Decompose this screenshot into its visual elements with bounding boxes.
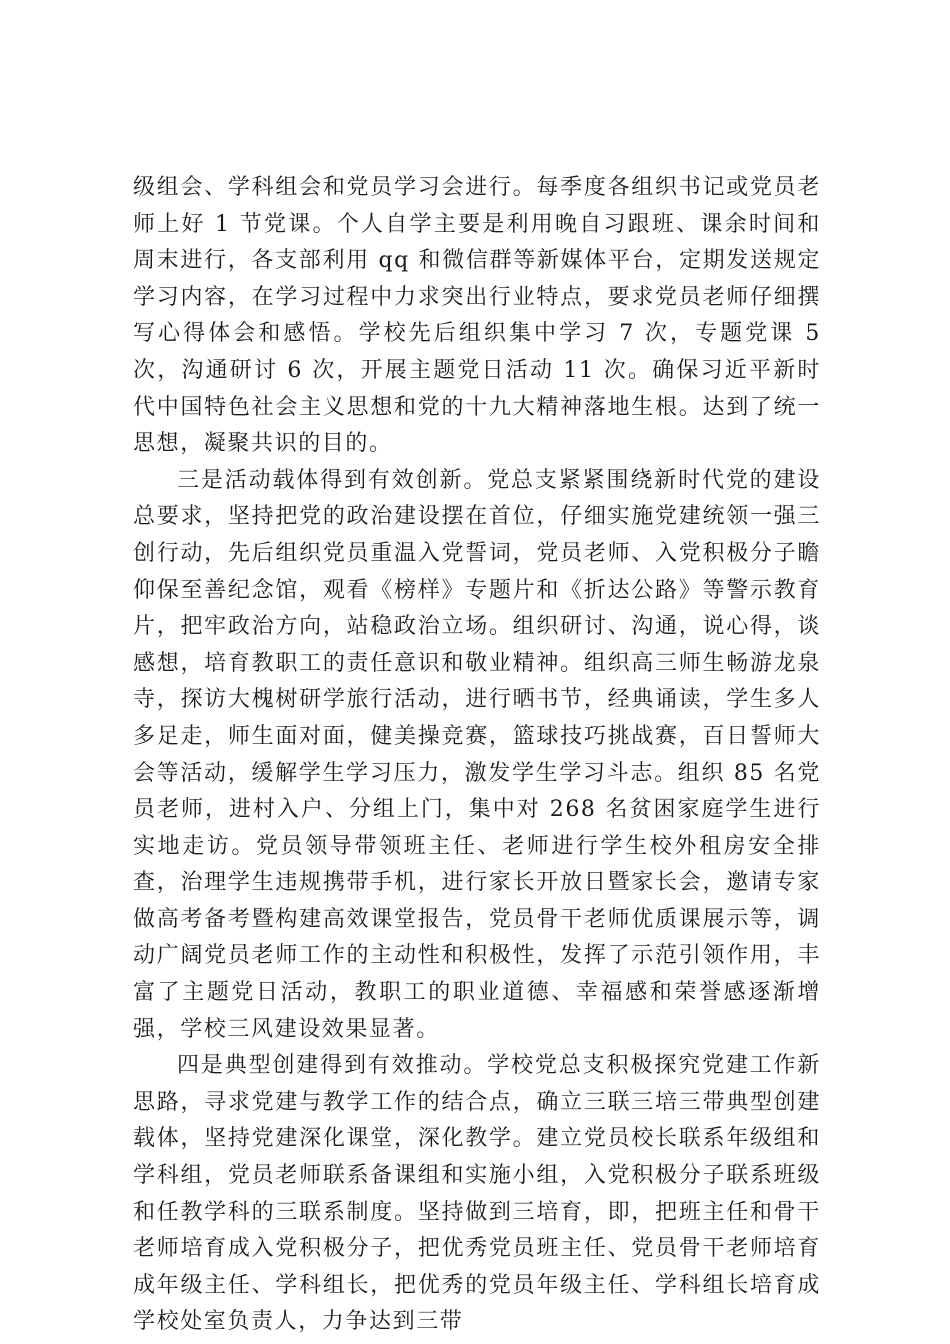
- paragraph-activity-innovation: 三是活动载体得到有效创新。党总支紧紧围绕新时代党的建设总要求，坚持把党的政治建设摆在首位，仔细实施党建统领一强三创行动，先后组织党员重温入党誓词，党员老师、入党积极分子瞻仰保至善纪念馆，观看《榜样》专题片和《折达公路》等警示教育片，把牢政治方向，站稳政治立场。组织研讨、沟通，说心得，谈感想，培育教职工的责任意识和敬业精神。组织高三师生畅游龙泉寺，探访大槐树研学旅行活动，进行晒书节，经典诵读，学生多人多足走，师生面对面，健美操竞赛，篮球技巧挑战赛，百日誓师大会等活动，缓解学生学习压力，激发学生学习斗志。组织 85 名党员老师，进村入户、分组上门，集中对 268 名贫困家庭学生进行实地走访。党员领导带领班主任、老师进行学生校外租房安全排查，治理学生违规携带手机，进行家长开放日暨家长会，邀请专家做高考备考暨构建高效课堂报告，党员骨干老师优质课展示等，调动广阔党员老师工作的主动性和积极性，发挥了示范引领作用，丰富了主题党日活动，教职工的职业道德、幸福感和荣誉感逐渐增强，学校三风建设效果显著。: [133, 467, 821, 1042]
- paragraph-continuation: 级组会、学科组会和党员学习会进行。每季度各组织书记或党员老师上好 1 节党课。个人自学主要是利用晚自习跟班、课余时间和周末进行，各支部利用 qq 和微信群等新媒体平台，定期发送规定学习内容，在学习过程中力求突出行业特点，要求党员老师仔细撰写心得体会和感悟。学校先后组织集中学习 7 次，专题党课 5 次，沟通研讨 6 次，开展主题党日活动 11 次。确保习近平新时代中国特色社会主义思想和党的十九大精神落地生根。达到了统一思想，凝聚共识的目的。: [133, 175, 821, 457]
- paragraph-model-creation: 四是典型创建得到有效推动。学校党总支积极探究党建工作新思路，寻求党建与教学工作的结合点，确立三联三培三带典型创建载体，坚持党建深化课堂，深化教学。建立党员校长联系年级组和学科组，党员老师联系备课组和实施小组，入党积极分子联系班级和任教学科的三联系制度。坚持做到三培育，即，把班主任和骨干老师培育成入党积极分子，把优秀党员班主任、党员骨干老师培育成年级主任、学科组长，把优秀的党员年级主任、学科组长培育成学校处室负责人，力争达到三带: [133, 1053, 821, 1335]
- document-body: [133, 170, 821, 1341]
